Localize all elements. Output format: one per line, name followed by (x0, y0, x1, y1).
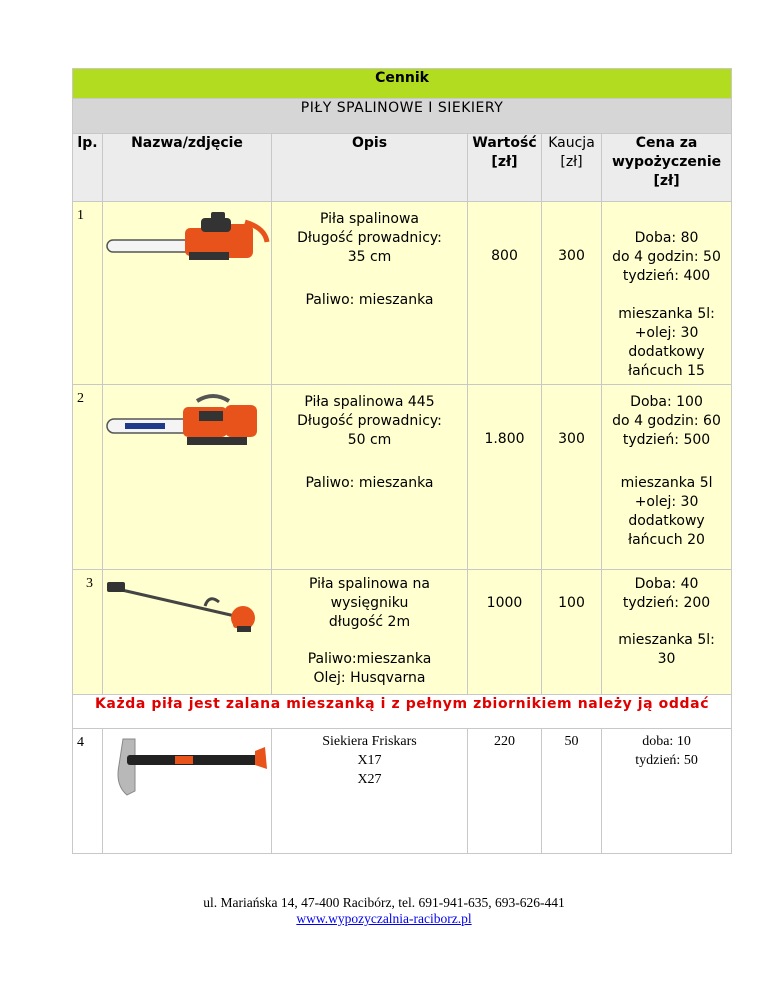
price-line: tydzień: 400 (622, 268, 711, 284)
deposit-text: 300 (558, 431, 585, 447)
desc-line: 50 cm (347, 432, 392, 448)
extra-line: łańcuch 15 (628, 363, 705, 379)
item-lp: 3 (73, 570, 103, 695)
price-list-title: Cennik (73, 69, 732, 99)
item-price (602, 570, 732, 695)
fuel-note: Każda piła jest zalana mieszanką i z pełnym zbiornikiem należy ją oddać (73, 695, 732, 729)
price-table (72, 68, 732, 854)
desc-line: Piła spalinowa (319, 211, 420, 227)
price-line: Doba: 100 (630, 394, 703, 410)
extra-line: 30 (657, 651, 676, 667)
desc-line: Piła spalinowa 445 (304, 394, 435, 410)
table-row (73, 202, 732, 385)
value-text: 800 (491, 248, 518, 264)
item-value (468, 202, 542, 385)
item-lp: 4 (73, 729, 103, 854)
section-title: PIŁY SPALINOWE I SIEKIERY (73, 99, 732, 134)
item-image (103, 202, 272, 385)
item-image (103, 570, 272, 695)
desc-line: Piła spalinowa na (309, 576, 430, 592)
extra-line: +olej: 30 (634, 325, 699, 341)
fuel-info: Paliwo:mieszanka (307, 651, 432, 667)
item-description (272, 729, 468, 854)
header-deposit (542, 134, 602, 202)
desc-line: 35 cm (347, 249, 392, 265)
table-row (73, 729, 732, 854)
fuel-info: Paliwo: mieszanka (305, 475, 434, 491)
price-line: tydzień: 200 (622, 595, 711, 611)
header-value (468, 134, 542, 202)
price-line: Doba: 80 (634, 230, 699, 246)
note-row (73, 695, 732, 729)
desc-line: Długość prowadnicy: (297, 413, 442, 429)
item-description (272, 570, 468, 695)
item-value (468, 729, 542, 854)
website-link[interactable]: www.wypozyczalnia-raciborz.pl (296, 911, 472, 926)
item-deposit (542, 570, 602, 695)
extra-line: łańcuch 20 (628, 532, 705, 548)
item-image (103, 729, 272, 854)
item-lp: 1 (73, 202, 103, 385)
header-price-unit: [zł] (653, 173, 680, 189)
value-text: 1000 (486, 595, 523, 611)
header-price (602, 134, 732, 202)
item-lp: 2 (73, 385, 103, 570)
desc-line: Siekiera Friskars (322, 734, 417, 749)
value-text: 220 (494, 734, 515, 749)
extra-line: mieszanka 5l: (618, 306, 715, 322)
item-image (103, 385, 272, 570)
deposit-text: 50 (564, 734, 579, 749)
axe-icon (105, 735, 270, 815)
header-value-unit: [zł] (491, 154, 518, 170)
oil-info: Olej: Husqvarna (313, 670, 426, 686)
desc-line: X27 (357, 772, 382, 787)
item-price (602, 729, 732, 854)
price-line: tydzień: 500 (622, 432, 711, 448)
chainsaw-icon (105, 208, 270, 266)
item-deposit (542, 202, 602, 385)
fuel-info: Paliwo: mieszanka (305, 292, 434, 308)
item-deposit (542, 729, 602, 854)
section-row (73, 99, 732, 134)
chainsaw-husqvarna-icon (105, 391, 270, 449)
extra-line: dodatkowy (628, 344, 705, 360)
header-price-line2: wypożyczenie (611, 154, 722, 170)
desc-line: długość 2m (328, 614, 411, 630)
item-price (602, 385, 732, 570)
deposit-text: 100 (558, 595, 585, 611)
price-line: doba: 10 (642, 734, 691, 749)
footer-link-wrap (0, 911, 768, 927)
price-line: tydzień: 50 (635, 753, 698, 768)
title-row (73, 69, 732, 99)
table-row (73, 385, 732, 570)
price-line: do 4 godzin: 50 (612, 249, 721, 265)
item-description (272, 202, 468, 385)
item-value (468, 385, 542, 570)
extra-line: mieszanka 5l (620, 475, 713, 491)
header-row (73, 134, 732, 202)
pole-saw-icon (105, 576, 270, 642)
value-text: 1.800 (484, 431, 525, 447)
price-line: Doba: 40 (634, 576, 699, 592)
header-name: Nazwa/zdjęcie (103, 134, 272, 202)
header-value-line: Wartość (472, 135, 537, 151)
item-description (272, 385, 468, 570)
header-deposit-unit: [zł] (560, 154, 583, 170)
item-deposit (542, 385, 602, 570)
header-deposit-line: Kaucja (548, 135, 595, 151)
extra-line: +olej: 30 (634, 494, 699, 510)
item-price (602, 202, 732, 385)
desc-line: Długość prowadnicy: (297, 230, 442, 246)
item-value (468, 570, 542, 695)
desc-line: wysięgniku (330, 595, 409, 611)
price-line: do 4 godzin: 60 (612, 413, 721, 429)
header-price-line1: Cena za (635, 135, 698, 151)
header-lp: lp. (73, 134, 103, 202)
table-row (73, 570, 732, 695)
desc-line: X17 (357, 753, 382, 768)
header-desc: Opis (272, 134, 468, 202)
footer-address: ul. Mariańska 14, 47-400 Racibórz, tel. 691-941-635, 693-626-441 (203, 895, 565, 910)
deposit-text: 300 (558, 248, 585, 264)
extra-line: mieszanka 5l: (618, 632, 715, 648)
extra-line: dodatkowy (628, 513, 705, 529)
